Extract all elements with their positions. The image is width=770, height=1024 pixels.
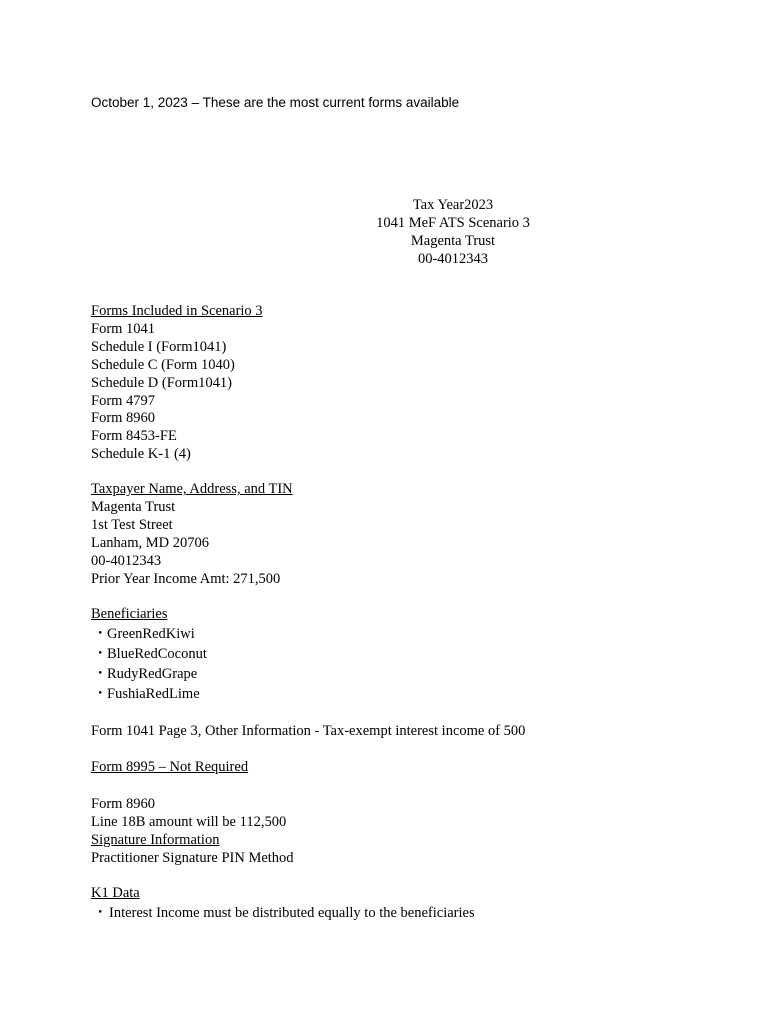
taxpayer-heading: Taxpayer Name, Address, and TIN <box>91 481 293 498</box>
signature-section <box>91 832 741 868</box>
header-note: October 1, 2023 – These are the most current forms available <box>91 95 460 110</box>
k1-heading: K1 Data <box>91 884 140 901</box>
form-8995-note: Form 8995 – Not Required <box>91 759 249 776</box>
taxpayer-city: Lanham, MD 20706 <box>91 534 209 551</box>
list-item: ・ GreenRedKiwi <box>93 625 195 642</box>
taxpayer-section <box>91 481 741 588</box>
form-item: Schedule D (Form1041) <box>91 374 232 391</box>
form-8960-label: Form 8960 <box>91 796 156 813</box>
title-tin: 00-4012343 <box>417 251 489 267</box>
form-item: Schedule I (Form1041) <box>91 338 227 355</box>
form-item: Form 1041 <box>91 320 156 337</box>
forms-heading: Forms Included in Scenario 3 <box>91 303 263 319</box>
list-item: ・ RudyRedGrape <box>93 665 198 682</box>
line-18b-amount: Line 18B amount will be 112,500 <box>91 814 287 831</box>
title-tax-year: Tax Year2023 <box>412 197 494 213</box>
form-item: Schedule C (Form 1040) <box>91 356 235 373</box>
beneficiaries-list <box>91 624 741 704</box>
k1-list <box>91 903 741 923</box>
taxpayer-street: 1st Test Street <box>91 516 173 533</box>
taxpayer-name: Magenta Trust <box>91 499 176 516</box>
bullet-icon: ・ <box>93 645 108 662</box>
form-item: Schedule K-1 (4) <box>91 446 191 463</box>
list-item: ・ BlueRedCoconut <box>93 645 207 662</box>
title-block <box>333 196 573 268</box>
bullet-icon: ・ <box>93 685 108 702</box>
bullet-icon: ・ <box>93 904 108 921</box>
list-item: ・ FushiaRedLime <box>93 685 200 702</box>
signature-heading: Signature Information <box>91 832 220 849</box>
bullet-icon: ・ <box>93 625 108 642</box>
signature-method: Practitioner Signature PIN Method <box>91 850 294 867</box>
other-information: Form 1041 Page 3, Other Information - Tax-exempt interest income of 500 <box>91 722 526 739</box>
form-item: Form 8453-FE <box>91 428 177 445</box>
forms-section <box>91 303 741 464</box>
form-item: Form 8960 <box>91 410 156 427</box>
title-scenario: 1041 MeF ATS Scenario 3 <box>376 215 530 231</box>
beneficiaries-heading: Beneficiaries <box>91 605 168 622</box>
form-8960-section <box>91 796 741 832</box>
form-item: Form 4797 <box>91 392 156 409</box>
k1-section <box>91 885 741 923</box>
title-trust-name: Magenta Trust <box>410 233 496 249</box>
bullet-icon: ・ <box>93 665 108 682</box>
prior-year-income: Prior Year Income Amt: 271,500 <box>91 570 281 587</box>
document-body <box>91 303 741 923</box>
beneficiaries-section <box>91 606 741 704</box>
list-item: ・ Interest Income must be distributed equally to the beneficiaries <box>93 904 475 921</box>
taxpayer-tin: 00-4012343 <box>91 552 162 569</box>
